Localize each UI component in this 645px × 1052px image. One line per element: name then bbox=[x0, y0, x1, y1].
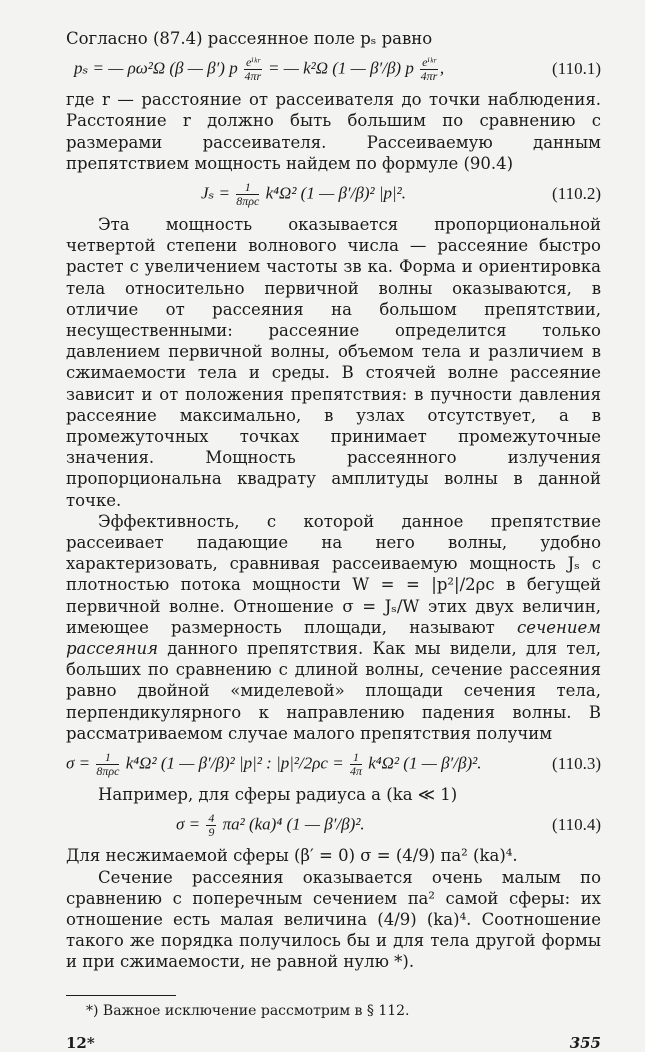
formula-110-1: pₛ = — ρω²Ω (β — β′) p $\frac{\text{eⁱᵏʳ}}{4\pi r}$ = — k²Ω (1 — β′/β) p $\frac{\text{eⁱᵏʳ}}{4\pi r}$ , (110.1) bbox=[74, 55, 601, 83]
footnote: *) Важное исключение рассмотрим в § 112. bbox=[86, 1002, 410, 1019]
footnote-rule bbox=[66, 995, 176, 996]
equation-number: (110.4) bbox=[552, 815, 601, 835]
signature-mark: 12* bbox=[66, 1033, 95, 1052]
paragraph: Согласно (87.4) рассеянное поле pₛ равно bbox=[66, 29, 433, 48]
paragraph: Для несжимаемой сферы (β′ = 0) σ = (4/9) πa² (ka)⁴. bbox=[66, 846, 518, 866]
emphasis: сечением рассеяния bbox=[66, 617, 601, 659]
page-footer bbox=[66, 1034, 601, 1052]
equation-number: (110.3) bbox=[552, 754, 601, 774]
paragraph: где r — расстояние от рассеивателя до точки наблюдения. Расстояние r должно быть большим по сравнению с размерами рассеивателя. Рассеиваемую данным препятствием мощность найдем по формуле (90.4) bbox=[66, 90, 601, 173]
paragraph: Эффективность, с которой данное препятствие рассеивает падающие на него волны, удобно характеризовать, сравнивая рассеиваемую мощность Jₛ с плотностью потока мощности W = = |p²|/2ρc в бегущей первичной волне. Отношение σ = Jₛ/W этих двух величин, имеющее размерность площади, называют сечением рассеяния данного препятствия. Как мы видели, для тел, больших по сравнению с длиной волны, сечение рассеяния равно двойной «миделевой» площади сечения тела, перпендикулярного к направлению падения волны. В рассматриваемом случае малого препятствия получим bbox=[66, 511, 601, 743]
equation-number: (110.2) bbox=[552, 184, 601, 204]
formula-110-2: Jₛ = $\frac{1}{\text{8πρc}}$ k⁴Ω² (1 — β′/β)² |p|². (110.2) bbox=[200, 180, 601, 208]
equation-number: (110.1) bbox=[552, 59, 601, 79]
page-number: 355 bbox=[569, 1033, 601, 1052]
formula-110-3: σ = $\frac{1}{\text{8πρc}}$ k⁴Ω² (1 — β′/β)² |p|² : |p|²/2ρc = $\frac{1}{4\pi}$ k⁴Ω² (1 — β′/β)². (110.3) bbox=[66, 750, 601, 778]
paragraph: Сечение рассеяния оказывается очень малым по сравнению с поперечным сечением πa² самой сферы: их отношение есть малая величина (4/9) (ka)⁴. Соотношение такого же порядка получилось бы и для тела другой формы и при сжимаемости, не равной нулю *). bbox=[66, 867, 601, 972]
paragraph: Эта мощность оказывается пропорциональной четвертой степени волнового числа — рассеяние быстро растет с увеличением частоты зв ка. Форма и ориентировка тела относительно первичной волны оказываются, в отличие от рассеяния на большом препятствии, несущественными: рассеяние определится только давлением первичной волны, объемом тела и различием в сжимаемости тела и среды. В стоячей волне рассеяние зависит и от положения препятствия: в пучности давления рассеяние максимально, в узлах отсутствует, а в промежуточных точках принимает промежуточные значения. Мощность рассеянного излучения пропорциональна квадрату амплитуды волны в данной точке. bbox=[66, 215, 601, 510]
formula-110-4: σ = $\frac{4}{9}$ πa² (ka)⁴ (1 — β′/β)². (110.4) bbox=[176, 811, 601, 839]
paragraph: Например, для сферы радиуса a (ka ≪ 1) bbox=[98, 785, 458, 805]
